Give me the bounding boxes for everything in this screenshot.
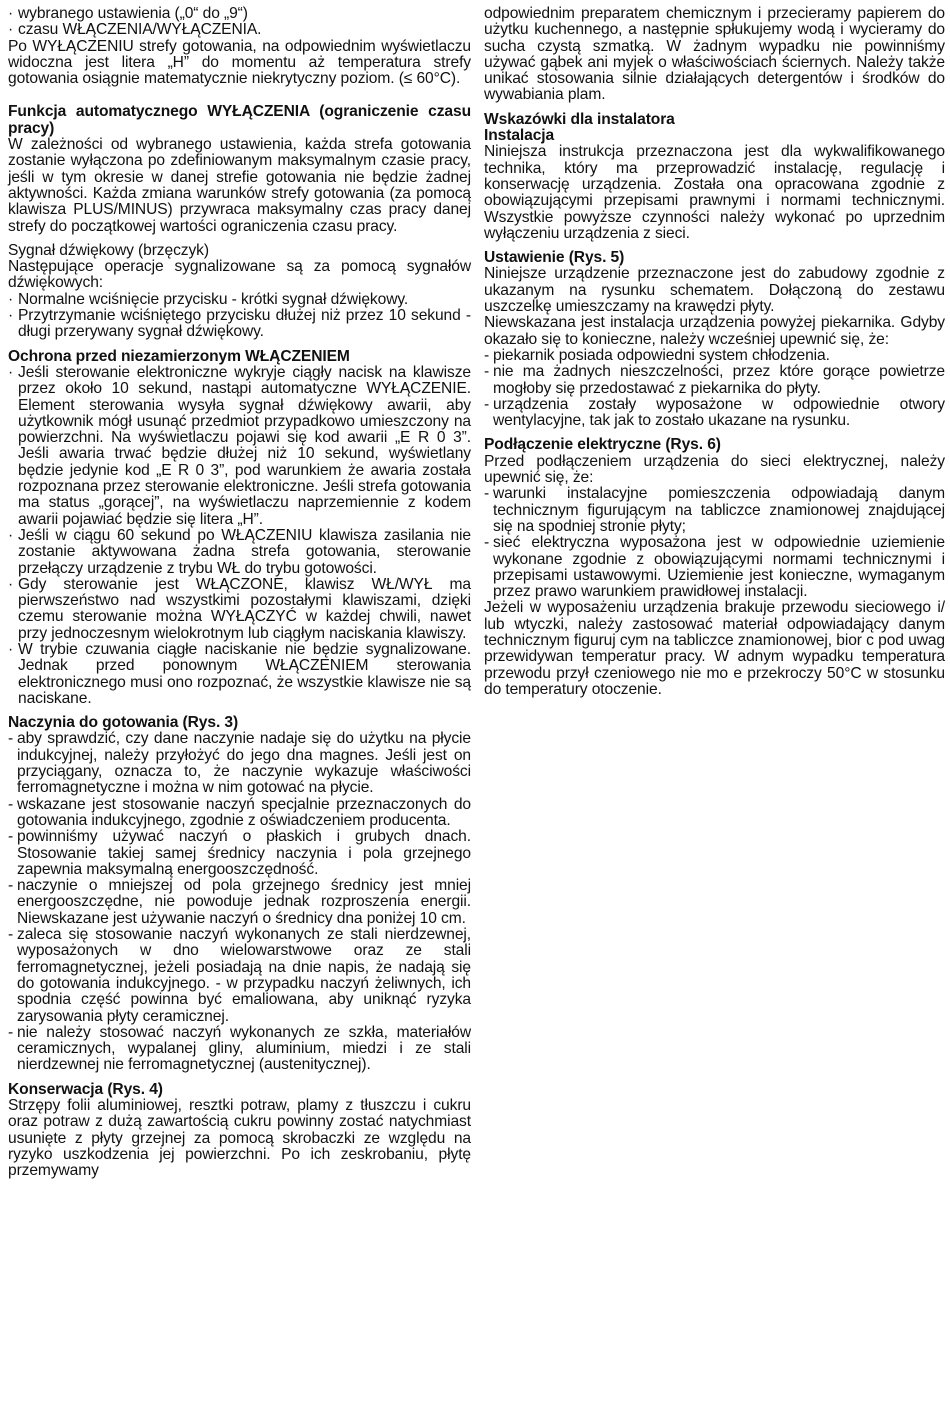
- cookware-heading: Naczynia do gotowania (Rys. 3): [8, 714, 239, 732]
- setup-text-2: Niewskazana jest instalacja urządzenia powyżej piekarnika. Gdyby okazało się to konieczne, należy wcześniej upewnić się, że:: [484, 314, 945, 348]
- installation-subheading: Instalacja: [484, 127, 555, 145]
- protection-list: [8, 365, 471, 707]
- protection-heading: Ochrona przed niezamierzonym WŁĄCZENIEM: [8, 347, 350, 365]
- list-item: - naczynie o mniejszej od pola grzejnego średnicy jest mniej energooszczędne, nie powoduje jednak rozproszenia energii. Niewskazane jest używanie naczyń o średnicy dna poniżej 10 cm.: [8, 877, 471, 927]
- list-item: · wybranego ustawienia („0“ do „9“): [8, 5, 248, 22]
- list-item: - warunki instalacyjne pomieszczenia odpowiadają danym technicznym figurującym na tabliczce znamionowej znajdującej się na spodniej stronie płyty;: [484, 485, 945, 535]
- list-item: - piekarnik posiada odpowiedni system chłodzenia.: [484, 346, 830, 364]
- electrical-list: [484, 486, 945, 600]
- list-item: - urządzenia zostały wyposażone w odpowiednie otwory wentylacyjne, tak jak to zostało ukazane na rysunku.: [484, 395, 945, 430]
- right-column: [484, 6, 945, 698]
- maintenance-continued-text: odpowiednim preparatem chemicznym i przecieramy papierem do użytku kuchennego, a następnie spłukujemy wodą i wycieramy do sucha czystą szmatką. W żadnym wypadku nie powinniśmy używać gąbek ani myjek o właściwościach ściernych. Należy także unikać stosowania silnie działających detergentów i środków do wywabiania plam.: [484, 5, 945, 104]
- list-item: · W trybie czuwania ciągłe naciskanie nie będzie sygnalizowane. Jednak przed ponownym WŁĄCZENIEM sterowania elektronicznego musi ono rozpoznać, że wszystkie klawisze nie są naciskane.: [8, 640, 471, 707]
- list-item: - wskazane jest stosowanie naczyń specjalnie przeznaczonych do gotowania indukcyjnego, zgodnie z oświadczeniem producenta.: [8, 795, 471, 829]
- list-item: - powinniśmy używać naczyń o płaskich i grubych dnach. Stosowanie takiej samej średnicy naczynia i pola grzejnego zapewnia maksymalną energooszczędność.: [8, 828, 471, 878]
- list-item: · czasu WŁĄCZENIA/WYŁĄCZENIA.: [8, 21, 262, 39]
- left-column: [8, 6, 471, 1179]
- electrical-heading: Podłączenie elektryczne (Rys. 6): [484, 436, 721, 454]
- installer-text: Niniejsza instrukcja przeznaczona jest dla wykwalifikowanego technika, który ma przeprowadzić instalację, regulację i konserwację urządzenia. Została ona opracowana zgodnie z obowiązującymi przepisami prawnymi i normami technicznymi. Wszystkie powyższe czynności należy wykonać po uprzednim wyłączeniu urządzenia z sieci.: [484, 143, 945, 242]
- list-item: - nie ma żadnych nieszczelności, przez które gorące powietrze mogłoby się przedostawać z piekarnika do płyty.: [484, 363, 945, 397]
- list-item: · Normalne wciśnięcie przycisku - krótki sygnał dźwiękowy.: [8, 290, 409, 308]
- buzzer-heading: Sygnał dźwiękowy (brzęczyk): [8, 241, 209, 259]
- list-item: · Jeśli sterowanie elektroniczne wykryje ciągły nacisk na klawisze przez około 10 sekund, nastąpi automatyczne WYŁĄCZENIE. Element sterowania wysyła sygnał dźwiękowy awarii, aby użytkownik mógł usunąć przedmiot przypadkowo umieszczony na powierzchni. Na wyświetlaczu pojawi się kod awarii „E R 0 3”. Jeśli awaria trwać będzie dłużej niż 10 sekund, wyświetlany będzie jedynie kod „E R 0 3”, pod warunkiem że awaria została rozpoznana przez sterowanie elektroniczne. Jeśli strefa gotowania ma status „gorącej”, na wyświetlaczu naprzemiennie z kodem awarii pojawiać będzie się litera „H”.: [8, 363, 471, 528]
- setup-text-1: Niniejsze urządzenie przeznaczone jest do zabudowy zgodnie z ukazanym na rysunku schematem. Dołączoną do zestawu uszczelkę umieszczamy na krawędzi płyty.: [484, 265, 945, 316]
- intro-list: [8, 6, 471, 39]
- cookware-list: [8, 731, 471, 1073]
- setup-heading: Ustawienie (Rys. 5): [484, 249, 625, 267]
- list-item: - nie należy stosować naczyń wykonanych ze szkła, materiałów ceramicznych, wypalanej gliny, aluminium, miedzi i ze stali nierdzewnej nie ferromagnetycznej (austenitycznej).: [8, 1023, 471, 1074]
- installer-heading: Wskazówki dla instalatora: [484, 110, 675, 128]
- electrical-text-1: Przed podłączeniem urządzenia do sieci elektrycznej, należy upewnić się, że:: [484, 452, 945, 487]
- maintenance-heading: Konserwacja (Rys. 4): [8, 1080, 163, 1098]
- list-item: - aby sprawdzić, czy dane naczynie nadaje się do użytku na płycie indukcyjnej, należy przyłożyć do jego dna magnes. Jeśli jest on przyciągany, oznacza to, że naczynie wykazuje właściwości ferromagnetyczne i można w nim gotować na płycie.: [8, 730, 471, 797]
- intro-paragraph: Po WYŁĄCZENIU strefy gotowania, na odpowiednim wyświetlaczu widoczna jest litera „H” do momentu aż temperatura strefy gotowania osiągnie matematycznie niekrytyczny poziom. (≤ 60°C).: [8, 37, 471, 88]
- list-item: · Gdy sterowanie jest WŁĄCZONE, klawisz WŁ/WYŁ ma pierwszeństwo nad wszystkimi pozostałymi klawiszami, dzięki czemu sterowanie można WYŁĄCZYĆ w każdej chwili, nawet przy jednoczesnym wielokrotnym lub ciągłym naciskania klawiszy.: [8, 575, 471, 642]
- auto-off-heading: Funkcja automatycznego WYŁĄCZENIA (ograniczenie czasu pracy): [8, 103, 471, 137]
- auto-off-text: W zależności od wybranego ustawienia, każda strefa gotowania zostanie wyłączona po zdefiniowanym maksymalnym czasie pracy, jeśli w tym okresie w danej strefie gotowania nie będzie żadnej aktywności. Każda zmiana warunków strefy gotowania (za pomocą klawisza PLUS/MINUS) przywraca maksymalny czas pracy danej strefy do początkowej wartości ograniczenia czasu pracy.: [8, 136, 471, 235]
- list-item: · Przytrzymanie wciśniętego przycisku dłużej niż przez 10 sekund - długi przerywany sygnał dźwiękowy.: [8, 307, 471, 341]
- list-item: - sieć elektryczna wyposażona jest w odpowiednie uziemienie wykonane zgodnie z obowiązującymi normami technicznymi i przepisami ustawowymi. Uziemienie jest konieczne, wymaganym przez prawo warunkiem prawidłowej instalacji.: [484, 534, 945, 601]
- maintenance-text: Strzępy folii aluminiowej, resztki potraw, plamy z tłuszczu i cukru oraz potraw z dużą zawartością cukru powinny zostać natychmiast usunięte z płyty grzejnej za pomocą skrobaczki ze względu na ryzyko uszkodzenia jej powierzchni. Po ich zeskrobaniu, płytę przemywamy: [8, 1097, 471, 1180]
- list-item: · Jeśli w ciągu 60 sekund po WŁĄCZENIU klawisza zasilania nie zostanie aktywowana żadna strefa gotowania, sterowanie przełączy urządzenie z trybu WŁ do trybu gotowości.: [8, 526, 471, 577]
- electrical-text-2: Jeżeli w wyposażeniu urządzenia brakuje przewodu sieciowego i/ lub wtyczki, należy zastosować materiał odpowiadający danym technicznym figuruj cym na tabliczce znamionowej, bior c pod uwag przewidywan temperatur pracy. W adnym wypadku temperatura przewodu przył czeniowego nie mo e przekroczy 50°C w stosunku do temperatury otoczenie.: [484, 599, 945, 698]
- buzzer-text: Następujące operacje sygnalizowane są za pomocą sygnałów dźwiękowych:: [8, 258, 471, 292]
- list-item: - zaleca się stosowanie naczyń wykonanych ze stali nierdzewnej, wyposażonych w dno wielowarstwowe oraz ze stali ferromagnetycznej, jeżeli posiadają na dnie napis, że nadają się do gotowania indukcyjnego. - w przypadku naczyń żeliwnych, ich spodnia część powinna być emaliowana, aby uniknąć ryzyka zarysowania płyty ceramicznej.: [8, 926, 471, 1025]
- setup-list: [484, 348, 945, 429]
- buzzer-list: [8, 292, 471, 341]
